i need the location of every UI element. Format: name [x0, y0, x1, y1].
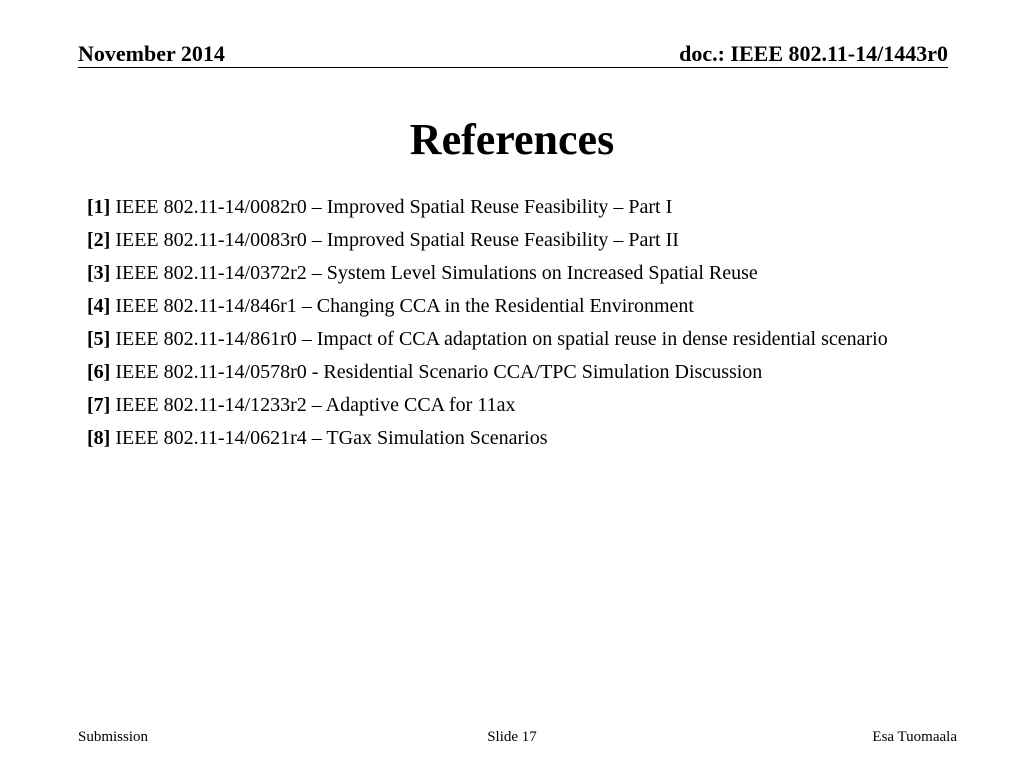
- reference-item-8: [87, 425, 937, 451]
- reference-text: IEEE 802.11-14/846r1 – Changing CCA in the Residential Environment: [115, 295, 694, 317]
- reference-number: [2]: [87, 229, 111, 251]
- reference-text: IEEE 802.11-14/0083r0 – Improved Spatial Reuse Feasibility – Part II: [115, 229, 679, 251]
- reference-item-3: [87, 260, 937, 286]
- reference-item-7: [87, 392, 937, 418]
- reference-list: [87, 194, 937, 458]
- reference-item-6: [87, 359, 937, 385]
- reference-item-5: [87, 326, 937, 352]
- reference-text: IEEE 802.11-14/0578r0 - Residential Scenario CCA/TPC Simulation Discussion: [115, 361, 763, 383]
- reference-number: [5]: [87, 328, 111, 350]
- reference-number: [6]: [87, 361, 111, 383]
- reference-text: IEEE 802.11-14/861r0 – Impact of CCA adaptation on spatial reuse in dense residential scenario: [115, 328, 888, 350]
- footer-submission: Submission: [78, 729, 149, 745]
- header-divider: [78, 67, 948, 68]
- reference-text: IEEE 802.11-14/1233r2 – Adaptive CCA for 11ax: [115, 394, 516, 416]
- reference-number: [1]: [87, 196, 111, 218]
- reference-text: IEEE 802.11-14/0372r2 – System Level Simulations on Increased Spatial Reuse: [115, 262, 758, 284]
- reference-item-4: [87, 293, 937, 319]
- reference-number: [7]: [87, 394, 111, 416]
- footer-slide-number: Slide 17: [487, 729, 537, 745]
- header-doc-id: doc.: IEEE 802.11-14/1443r0: [679, 41, 948, 66]
- reference-number: [8]: [87, 427, 111, 449]
- footer-author: Esa Tuomaala: [872, 729, 957, 745]
- reference-number: [4]: [87, 295, 111, 317]
- reference-number: [3]: [87, 262, 111, 284]
- reference-item-2: [87, 227, 937, 253]
- reference-item-1: [87, 194, 937, 220]
- header-date: November 2014: [78, 41, 225, 66]
- reference-text: IEEE 802.11-14/0621r4 – TGax Simulation Scenarios: [115, 427, 548, 449]
- slide-title: References: [409, 115, 615, 164]
- reference-text: IEEE 802.11-14/0082r0 – Improved Spatial Reuse Feasibility – Part I: [115, 196, 673, 218]
